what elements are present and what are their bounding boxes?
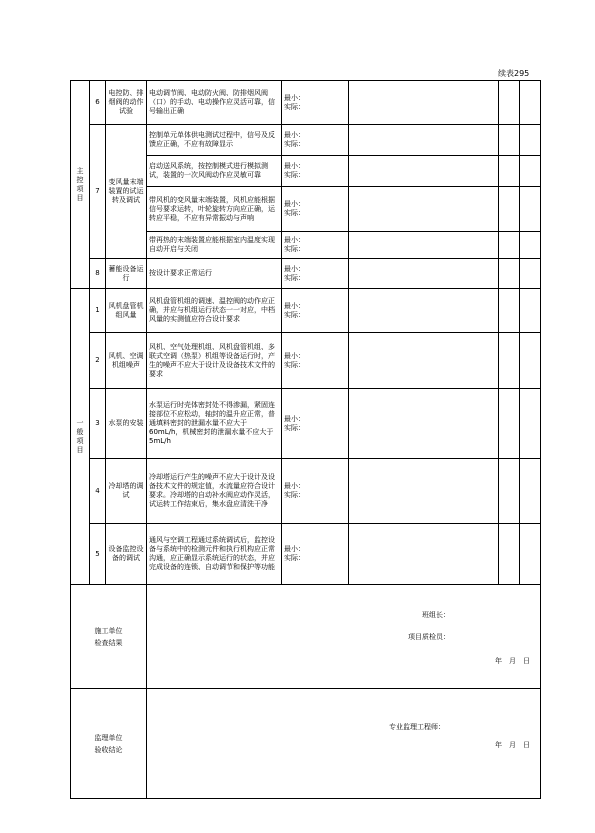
row-record-cell [349, 389, 499, 459]
actual-label: 实际： [284, 102, 305, 111]
min-label: 最小： [284, 162, 305, 170]
actual-label: 实际： [284, 171, 305, 179]
team-leader-label: 班组长： [422, 611, 450, 619]
table-row [71, 125, 541, 156]
supervision-date: 年 月 日 [495, 741, 530, 749]
row-check-cell [499, 459, 520, 524]
row-item: 风机、空调机组噪声 [106, 333, 147, 389]
row-record-cell [349, 333, 499, 389]
row-min-actual [282, 187, 349, 232]
row-result-cell [520, 459, 541, 524]
row-requirement: 通风与空调工程通过系统调试后，监控设备与系统中的检测元件和执行机构应正常沟通，应正确显示系统运行的状态，并应完成设备的连锁、自动调节和保护等功能 [147, 524, 282, 585]
row-result-cell [520, 524, 541, 585]
table-row [71, 459, 541, 524]
table-row [71, 259, 541, 289]
row-result-cell [520, 187, 541, 232]
row-number: 4 [90, 459, 106, 524]
min-label: 最小： [284, 236, 305, 244]
section-main-control: 主 控 项 目 [71, 81, 90, 289]
construction-label: 施工单位 检查结果 [71, 585, 147, 689]
min-label: 最小： [284, 264, 305, 273]
row-item: 冷却塔的调试 [106, 459, 147, 524]
min-label: 最小： [284, 351, 305, 360]
min-label: 最小： [284, 482, 305, 490]
row-record-cell [349, 81, 499, 125]
row-min-actual [282, 156, 349, 187]
actual-label: 实际： [284, 360, 305, 369]
supervising-engineer-label: 专业监理工程师： [389, 723, 445, 731]
row-min-actual [282, 81, 349, 125]
row-min-actual [282, 259, 349, 289]
row-number: 5 [90, 524, 106, 585]
row-number: 2 [90, 333, 106, 389]
min-label: 最小： [284, 93, 305, 102]
row-item: 蓄能设备运行 [106, 259, 147, 289]
row-result-cell [520, 156, 541, 187]
row-result-cell [520, 232, 541, 259]
row-min-actual [282, 232, 349, 259]
row-item: 变风量末端装置的试运转及调试 [106, 125, 147, 259]
row-check-cell [499, 187, 520, 232]
inspection-table [70, 80, 541, 799]
row-min-actual [282, 524, 349, 585]
construction-date: 年 月 日 [495, 657, 530, 665]
row-check-cell [499, 524, 520, 585]
row-check-cell [499, 156, 520, 187]
row-record-cell [349, 259, 499, 289]
row-result-cell [520, 289, 541, 333]
min-label: 最小： [284, 301, 305, 310]
row-min-actual [282, 125, 349, 156]
supervision-signature-area [147, 689, 541, 799]
row-requirement: 水泵运行时壳体密封处不得渗漏，紧固连接部位不应松动，轴封的温升应正常，普通填料密封的泄漏水量不应大于60mL/h，机械密封的泄漏水量不应大于5mL/h [147, 389, 282, 459]
row-number: 3 [90, 389, 106, 459]
table-row [71, 389, 541, 459]
row-result-cell [520, 81, 541, 125]
min-label: 最小： [284, 545, 305, 553]
row-min-actual [282, 459, 349, 524]
row-record-cell [349, 125, 499, 156]
row-record-cell [349, 459, 499, 524]
row-check-cell [499, 232, 520, 259]
row-result-cell [520, 125, 541, 156]
row-requirement: 启动送风系统，按控制模式进行模拟测试，装置的一次风阀动作应灵敏可靠 [147, 156, 282, 187]
row-min-actual [282, 333, 349, 389]
min-label: 最小： [284, 131, 305, 139]
actual-label: 实际： [284, 140, 305, 148]
row-number: 7 [90, 125, 106, 259]
table-row [71, 289, 541, 333]
row-check-cell [499, 289, 520, 333]
row-number: 6 [90, 81, 106, 125]
row-requirement: 按设计要求正常运行 [147, 259, 282, 289]
row-requirement: 带再热的末端装置应能根据室内温度实现自动开启与关闭 [147, 232, 282, 259]
row-record-cell [349, 187, 499, 232]
row-result-cell [520, 389, 541, 459]
row-check-cell [499, 333, 520, 389]
actual-label: 实际： [284, 554, 305, 562]
actual-label: 实际： [284, 423, 305, 432]
row-item: 水泵的安装 [106, 389, 147, 459]
construction-signature-area [147, 585, 541, 689]
row-requirement: 冷却塔运行产生的噪声不应大于设计及设备技术文件的规定值，水流量应符合设计要求。冷却塔的自动补水阀应动作灵活，试运转工作结束后，集水盘应清洗干净 [147, 459, 282, 524]
actual-label: 实际： [284, 245, 305, 253]
table-row [71, 333, 541, 389]
row-min-actual [282, 289, 349, 333]
min-label: 最小： [284, 200, 305, 208]
actual-label: 实际： [284, 491, 305, 499]
continuation-label: 续表295 [498, 69, 530, 78]
row-requirement: 控制单元单体供电测试过程中，信号及反馈应正确，不应有故障显示 [147, 125, 282, 156]
actual-label: 实际： [284, 209, 305, 217]
row-min-actual [282, 389, 349, 459]
supervision-label: 监理单位 验收结论 [71, 689, 147, 799]
row-item: 风机盘管机组风量 [106, 289, 147, 333]
row-record-cell [349, 156, 499, 187]
row-record-cell [349, 524, 499, 585]
row-check-cell [499, 389, 520, 459]
row-requirement: 风机、空气处理机组、风机盘管机组、多联式空调（热泵）机组等设备运行时，产生的噪声不应大于设计及设备技术文件的要求 [147, 333, 282, 389]
row-result-cell [520, 259, 541, 289]
row-check-cell [499, 81, 520, 125]
row-number: 8 [90, 259, 106, 289]
table-row [71, 81, 541, 125]
row-requirement: 电动调节阀、电动防火阀、防排烟风阀（口）的手动、电动操作应灵活可靠，信号输出正确 [147, 81, 282, 125]
row-check-cell [499, 259, 520, 289]
row-record-cell [349, 232, 499, 259]
row-check-cell [499, 125, 520, 156]
row-requirement: 带风机的变风量末端装置，风机应能根据信号要求运转，叶轮旋转方向应正确，运转应平稳，不应有异常振动与声响 [147, 187, 282, 232]
table-row [71, 524, 541, 585]
min-label: 最小： [284, 414, 305, 423]
row-item: 设备监控设备的调试 [106, 524, 147, 585]
section-general: 一 般 项 目 [71, 289, 90, 585]
row-requirement: 风机盘管机组的调速、温控阀的动作应正确，并应与机组运行状态一一对应，中档风量的实测值应符合设计要求 [147, 289, 282, 333]
row-item: 电控防、排烟阀的动作试验 [106, 81, 147, 125]
row-record-cell [349, 289, 499, 333]
row-result-cell [520, 333, 541, 389]
quality-inspector-label: 项目质检员： [408, 633, 450, 641]
row-number: 1 [90, 289, 106, 333]
actual-label: 实际： [284, 310, 305, 319]
actual-label: 实际： [284, 273, 305, 282]
